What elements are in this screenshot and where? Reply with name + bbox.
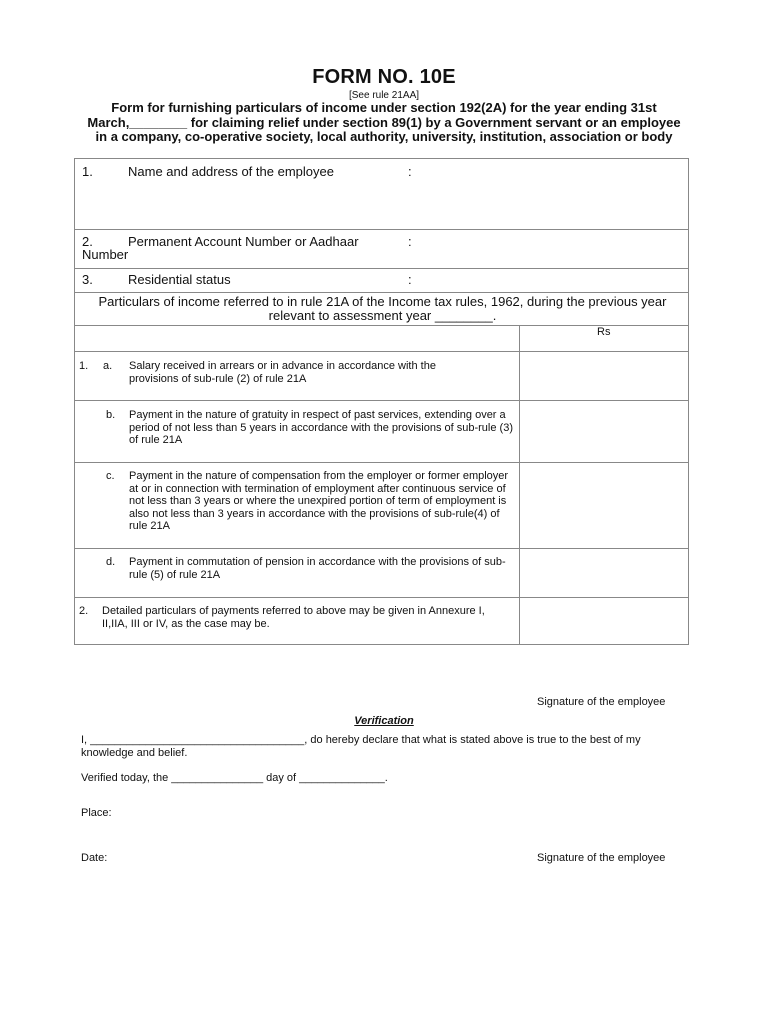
amount-column-divider xyxy=(519,325,520,645)
item-b-text: Payment in the nature of gratuity in respect of past services, extending over a period of not less than 5 years in accordance with the provisions of sub-rule (3) of rule 21A xyxy=(129,409,513,447)
field-2-label: Permanent Account Number or Aadhaar xyxy=(128,234,359,249)
row-divider xyxy=(75,292,688,293)
form-title: FORM NO. 10E xyxy=(312,66,456,88)
field-1-number: 1. xyxy=(82,164,93,179)
row-divider xyxy=(75,548,688,549)
item-c-text: Payment in the nature of compensation from the employer or former employer at or in connection with termination of employment after continuous service of not less than 3 years or where the unexpired portion of term of employment is also not less than 3 years in accordance with the provisions of sub-rule(4) of rule 21A xyxy=(129,470,509,533)
rs-column-label: Rs xyxy=(597,326,611,338)
date-label: Date: xyxy=(81,852,108,864)
verification-title: Verification xyxy=(354,715,414,727)
row-divider xyxy=(75,351,688,352)
declaration-line-end: knowledge and belief. xyxy=(81,747,188,759)
item-2-text: Detailed particulars of payments referred to above may be given in Annexure I, II,IIA, III or IV, as the case may be. xyxy=(102,605,485,630)
form-table xyxy=(74,158,689,645)
item-1-number: 1. xyxy=(79,360,89,372)
signature-label-bottom: Signature of the employee xyxy=(537,852,666,864)
declaration-line: I, ___________________________________, do hereby declare that what is stated above is true to the best of my xyxy=(81,734,641,746)
field-3-label: Residential status xyxy=(128,272,231,287)
item-b-letter: b. xyxy=(106,409,116,421)
field-3-number: 3. xyxy=(82,272,93,287)
verified-today-line: Verified today, the _______________ day of ______________. xyxy=(81,772,388,784)
field-2-number: 2. xyxy=(82,234,93,249)
field-2-label-cont: Number xyxy=(82,247,129,262)
particulars-heading: Particulars of income referred to in rule 21A of the Income tax rules, 1962, during the previous year relevant to assessment year ________. xyxy=(98,294,667,323)
field-1-label: Name and address of the employee xyxy=(128,164,334,179)
row-divider xyxy=(75,462,688,463)
row-divider xyxy=(75,268,688,269)
rule-reference: [See rule 21AA] xyxy=(348,90,420,101)
field-2-colon: : xyxy=(408,234,412,249)
item-c-letter: c. xyxy=(106,470,115,482)
place-label: Place: xyxy=(81,807,112,819)
row-divider xyxy=(75,229,688,230)
field-1-colon: : xyxy=(408,164,412,179)
field-3-colon: : xyxy=(408,272,412,287)
item-d-letter: d. xyxy=(106,556,116,568)
item-d-text: Payment in commutation of pension in accordance with the provisions of sub-rule (5) of rule 21A xyxy=(129,556,506,581)
form-subtitle: Form for furnishing particulars of income under section 192(2A) for the year ending 31st March,________ for claiming relief under section 89(1) by a Government servant or an employee in a company, co-operative society, local authority, university, institution, association or body xyxy=(87,100,681,145)
item-2-number: 2. xyxy=(79,605,89,617)
signature-label-top: Signature of the employee xyxy=(537,696,666,708)
item-1a-letter: a. xyxy=(103,360,113,372)
item-1a-text: Salary received in arrears or in advance in accordance with the provisions of sub-rule (2) of rule 21A xyxy=(129,360,436,385)
row-divider xyxy=(75,597,688,598)
row-divider xyxy=(75,400,688,401)
